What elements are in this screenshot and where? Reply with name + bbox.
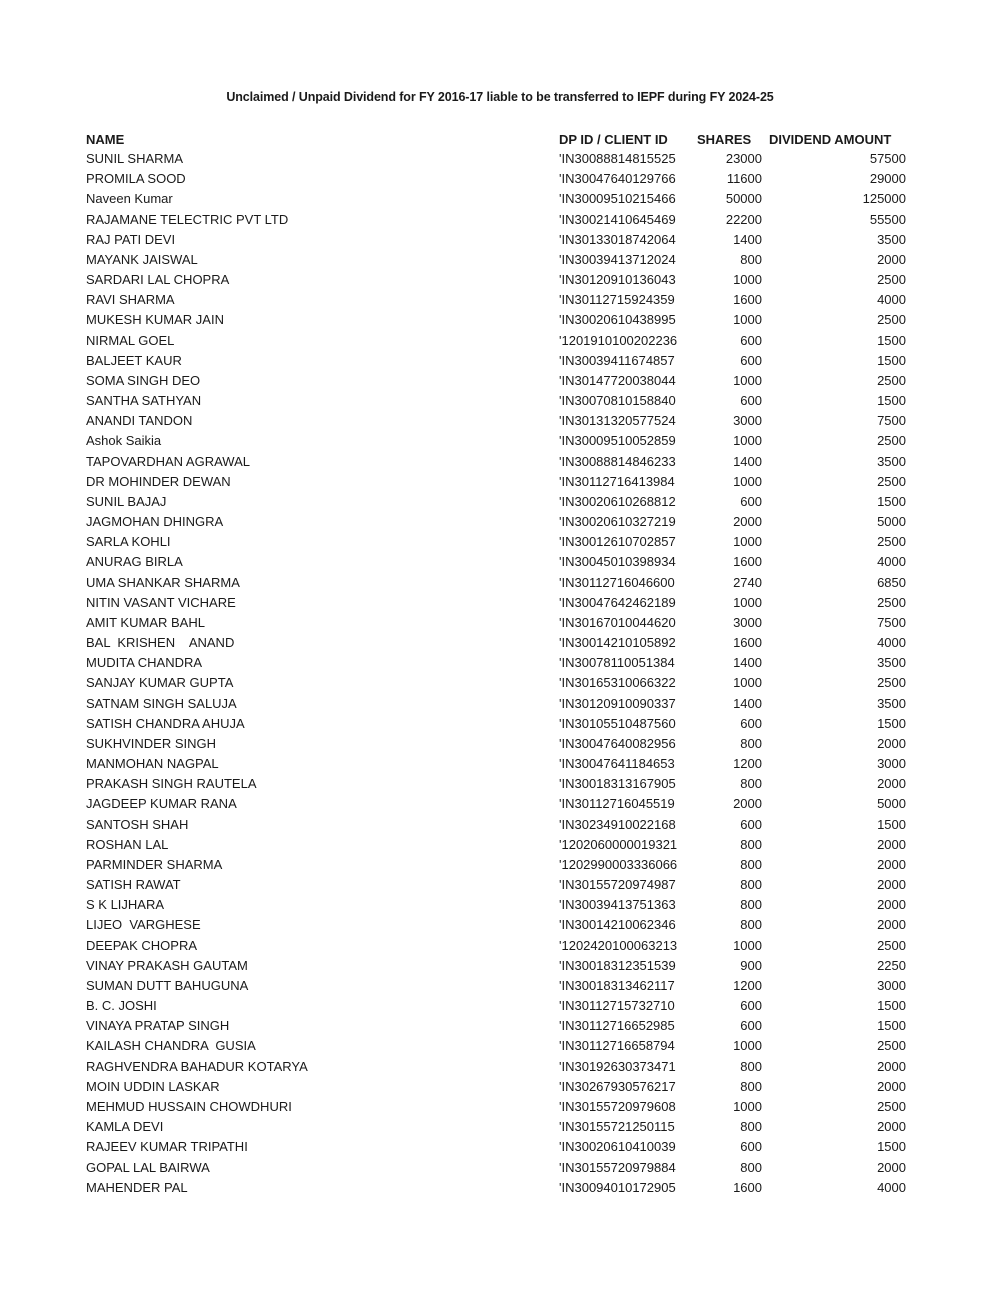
cell-name: RAJ PATI DEVI xyxy=(86,231,176,247)
cell-dividend-amount: 2500 xyxy=(877,272,906,288)
cell-shares: 1000 xyxy=(733,272,762,288)
cell-dp-id: 'IN30088814815525 xyxy=(559,151,676,166)
cell-dividend-amount: 2500 xyxy=(877,473,906,489)
cell-name: Naveen Kumar xyxy=(86,191,173,207)
cell-dividend-amount: 2000 xyxy=(877,735,906,751)
table-row xyxy=(0,331,1000,351)
cell-shares: 23000 xyxy=(725,151,762,166)
cell-name: SOMA SINGH DEO xyxy=(86,372,201,388)
cell-name: UMA SHANKAR SHARMA xyxy=(86,574,240,590)
cell-name: JAGMOHAN DHINGRA xyxy=(86,514,224,530)
cell-dividend-amount: 4000 xyxy=(877,1179,906,1195)
cell-dp-id: '1201910100202236 xyxy=(559,332,678,348)
cell-name: Ashok Saikia xyxy=(86,433,162,449)
cell-shares: 800 xyxy=(740,877,762,893)
cell-dp-id: 'IN30021410645469 xyxy=(559,211,676,227)
cell-dp-id: 'IN30018313167905 xyxy=(559,776,676,792)
cell-name: TAPOVARDHAN AGRAWAL xyxy=(86,453,250,469)
cell-dividend-amount: 4000 xyxy=(877,554,906,570)
table-row xyxy=(0,774,1000,794)
cell-shares: 1400 xyxy=(733,231,762,247)
table-row xyxy=(0,835,1000,855)
table-row xyxy=(0,794,1000,814)
cell-name: B. C. JOSHI xyxy=(86,998,157,1014)
cell-name: SATISH CHANDRA AHUJA xyxy=(86,715,245,731)
cell-dp-id: 'IN30018312351539 xyxy=(559,957,676,973)
cell-dividend-amount: 2000 xyxy=(877,897,906,913)
table-row xyxy=(0,895,1000,915)
page-title: Unclaimed / Unpaid Dividend for FY 2016-17 liable to be transferred to IEPF during FY 2024-25 xyxy=(226,90,774,104)
cell-name: RAGHVENDRA BAHADUR KOTARYA xyxy=(86,1058,308,1074)
cell-name: GOPAL LAL BAIRWA xyxy=(86,1159,210,1175)
table-row xyxy=(0,573,1000,593)
cell-dp-id: 'IN30020610410039 xyxy=(559,1139,676,1155)
cell-dp-id: 'IN30112716658794 xyxy=(559,1038,675,1054)
cell-dp-id: 'IN30155720979608 xyxy=(559,1098,676,1114)
table-row xyxy=(0,673,1000,693)
table-row xyxy=(0,290,1000,310)
cell-shares: 800 xyxy=(740,897,762,913)
cell-shares: 800 xyxy=(740,776,762,792)
cell-dp-id: '1202060000019321 xyxy=(559,836,678,852)
cell-dividend-amount: 5000 xyxy=(877,796,906,812)
cell-dividend-amount: 1500 xyxy=(877,1018,906,1034)
table-row xyxy=(0,411,1000,431)
cell-shares: 800 xyxy=(740,1058,762,1074)
cell-name: NIRMAL GOEL xyxy=(86,332,175,348)
cell-name: KAMLA DEVI xyxy=(86,1119,164,1135)
cell-dp-id: 'IN30018313462117 xyxy=(559,977,675,993)
table-row xyxy=(0,270,1000,290)
cell-dividend-amount: 2500 xyxy=(877,675,906,691)
cell-name: MUDITA CHANDRA xyxy=(86,655,203,671)
cell-dividend-amount: 29000 xyxy=(869,171,906,187)
cell-dividend-amount: 7500 xyxy=(877,413,906,429)
table-row xyxy=(0,512,1000,532)
cell-shares: 800 xyxy=(740,917,762,933)
cell-dp-id: '1202990003336066 xyxy=(559,856,678,872)
cell-shares: 1600 xyxy=(733,554,762,570)
cell-shares: 22200 xyxy=(725,211,762,227)
cell-name: RAJEEV KUMAR TRIPATHI xyxy=(86,1139,248,1155)
cell-shares: 50000 xyxy=(725,191,762,207)
table-row xyxy=(0,1178,1000,1198)
cell-dp-id: 'IN30045010398934 xyxy=(559,554,676,570)
cell-shares: 800 xyxy=(740,1078,762,1094)
cell-name: AMIT KUMAR BAHL xyxy=(86,614,205,630)
cell-shares: 1000 xyxy=(733,372,762,388)
cell-name: VINAY PRAKASH GAUTAM xyxy=(86,957,248,973)
cell-name: ROSHAN LAL xyxy=(86,836,169,852)
cell-dp-id: 'IN30192630373471 xyxy=(559,1058,676,1074)
cell-shares: 600 xyxy=(740,1018,762,1034)
cell-name: S K LIJHARA xyxy=(86,897,165,913)
table-row xyxy=(0,875,1000,895)
table-row xyxy=(0,996,1000,1016)
cell-dividend-amount: 7500 xyxy=(877,614,906,630)
cell-name: SUNIL BAJAJ xyxy=(86,493,167,509)
table-row xyxy=(0,915,1000,935)
cell-shares: 1000 xyxy=(733,312,762,328)
cell-dividend-amount: 1500 xyxy=(877,332,906,348)
cell-dividend-amount: 1500 xyxy=(877,715,906,731)
cell-dp-id: 'IN30112716046600 xyxy=(559,574,675,590)
table-row xyxy=(0,452,1000,472)
cell-name: DEEPAK CHOPRA xyxy=(86,937,198,953)
cell-name: MAHENDER PAL xyxy=(86,1179,188,1195)
cell-shares: 1000 xyxy=(733,1098,762,1114)
cell-dp-id: 'IN30020610438995 xyxy=(559,312,676,328)
cell-dividend-amount: 3500 xyxy=(877,231,906,247)
cell-dp-id: 'IN30234910022168 xyxy=(559,816,676,832)
table-row xyxy=(0,1016,1000,1036)
cell-dp-id: 'IN30009510215466 xyxy=(559,191,676,207)
table-row xyxy=(0,472,1000,492)
cell-dividend-amount: 2500 xyxy=(877,534,906,550)
column-header-dividend-amount: DIVIDEND AMOUNT xyxy=(769,132,892,147)
cell-dividend-amount: 2500 xyxy=(877,937,906,953)
cell-shares: 3000 xyxy=(733,413,762,429)
cell-name: SARDARI LAL CHOPRA xyxy=(86,272,230,288)
cell-dp-id: '1202420100063213 xyxy=(559,937,678,953)
cell-name: RAJAMANE TELECTRIC PVT LTD xyxy=(86,211,289,227)
cell-name: SATISH RAWAT xyxy=(86,877,181,893)
cell-dividend-amount: 2500 xyxy=(877,312,906,328)
cell-shares: 1000 xyxy=(733,1038,762,1054)
table-row xyxy=(0,1158,1000,1178)
cell-shares: 1400 xyxy=(733,695,762,711)
cell-dp-id: 'IN30047642462189 xyxy=(559,594,676,610)
cell-shares: 600 xyxy=(740,393,762,409)
table-row xyxy=(0,1137,1000,1157)
cell-dp-id: 'IN30267930576217 xyxy=(559,1078,676,1094)
cell-dividend-amount: 2000 xyxy=(877,1119,906,1135)
cell-dp-id: 'IN30047641184653 xyxy=(559,756,675,772)
cell-shares: 1400 xyxy=(733,655,762,671)
cell-dp-id: 'IN30047640129766 xyxy=(559,171,676,187)
cell-dividend-amount: 2000 xyxy=(877,776,906,792)
table-row xyxy=(0,492,1000,512)
cell-dividend-amount: 1500 xyxy=(877,352,906,368)
cell-dp-id: 'IN30155720974987 xyxy=(559,877,676,893)
cell-dp-id: 'IN30120910090337 xyxy=(559,695,676,711)
cell-shares: 600 xyxy=(740,332,762,348)
cell-shares: 1000 xyxy=(733,675,762,691)
cell-dp-id: 'IN30167010044620 xyxy=(559,614,676,630)
table-row xyxy=(0,694,1000,714)
cell-dp-id: 'IN30020610268812 xyxy=(559,493,676,509)
table-row xyxy=(0,1036,1000,1056)
table-row xyxy=(0,1057,1000,1077)
table-row xyxy=(0,855,1000,875)
table-row xyxy=(0,189,1000,209)
cell-shares: 800 xyxy=(740,836,762,852)
cell-dp-id: 'IN30105510487560 xyxy=(559,715,676,731)
cell-shares: 1000 xyxy=(733,937,762,953)
cell-dividend-amount: 2000 xyxy=(877,1078,906,1094)
cell-dp-id: 'IN30039411674857 xyxy=(559,352,675,368)
cell-dividend-amount: 3000 xyxy=(877,756,906,772)
cell-dividend-amount: 5000 xyxy=(877,514,906,530)
table-row xyxy=(0,230,1000,250)
cell-dp-id: 'IN30155721250115 xyxy=(559,1119,675,1135)
cell-name: JAGDEEP KUMAR RANA xyxy=(86,796,237,812)
cell-shares: 600 xyxy=(740,816,762,832)
table-row xyxy=(0,1077,1000,1097)
cell-name: BALJEET KAUR xyxy=(86,352,182,368)
cell-shares: 800 xyxy=(740,1159,762,1175)
cell-dividend-amount: 2000 xyxy=(877,917,906,933)
cell-dividend-amount: 1500 xyxy=(877,998,906,1014)
cell-dividend-amount: 1500 xyxy=(877,493,906,509)
cell-dp-id: 'IN30147720038044 xyxy=(559,372,676,388)
cell-dividend-amount: 2000 xyxy=(877,251,906,267)
cell-name: PARMINDER SHARMA xyxy=(86,856,223,872)
cell-name: SARLA KOHLI xyxy=(86,534,171,550)
table-row xyxy=(0,532,1000,552)
cell-dp-id: 'IN30014210062346 xyxy=(559,917,676,933)
table-row xyxy=(0,714,1000,734)
cell-dividend-amount: 2500 xyxy=(877,372,906,388)
cell-name: SUNIL SHARMA xyxy=(86,151,184,166)
cell-shares: 600 xyxy=(740,352,762,368)
cell-shares: 3000 xyxy=(733,614,762,630)
cell-shares: 1600 xyxy=(733,292,762,308)
cell-shares: 1400 xyxy=(733,453,762,469)
cell-dp-id: 'IN30112716652985 xyxy=(559,1018,675,1034)
cell-dividend-amount: 57500 xyxy=(869,151,906,166)
cell-shares: 11600 xyxy=(726,171,762,187)
cell-shares: 1000 xyxy=(733,594,762,610)
cell-shares: 1000 xyxy=(733,534,762,550)
cell-shares: 800 xyxy=(740,856,762,872)
cell-name: RAVI SHARMA xyxy=(86,292,175,308)
cell-dividend-amount: 2250 xyxy=(877,957,906,973)
column-header-dp-id: DP ID / CLIENT ID xyxy=(559,132,668,147)
cell-dp-id: 'IN30012610702857 xyxy=(559,534,676,550)
cell-name: SANJAY KUMAR GUPTA xyxy=(86,675,234,691)
table-header xyxy=(0,130,1000,150)
cell-dividend-amount: 2500 xyxy=(877,433,906,449)
cell-dp-id: 'IN30047640082956 xyxy=(559,735,676,751)
cell-dividend-amount: 125000 xyxy=(862,191,906,207)
cell-name: PROMILA SOOD xyxy=(86,171,186,187)
cell-dividend-amount: 4000 xyxy=(877,635,906,651)
table-row xyxy=(0,976,1000,996)
cell-shares: 800 xyxy=(740,735,762,751)
cell-name: PRAKASH SINGH RAUTELA xyxy=(86,776,257,792)
cell-shares: 1600 xyxy=(733,635,762,651)
table-row xyxy=(0,552,1000,572)
table-row xyxy=(0,169,1000,189)
cell-dividend-amount: 2000 xyxy=(877,1159,906,1175)
cell-shares: 1200 xyxy=(733,756,762,772)
cell-shares: 1200 xyxy=(733,977,762,993)
cell-dp-id: 'IN30112715732710 xyxy=(559,998,675,1014)
column-header-name: NAME xyxy=(86,132,125,147)
table-row xyxy=(0,1117,1000,1137)
cell-shares: 600 xyxy=(740,493,762,509)
cell-dividend-amount: 2500 xyxy=(877,1038,906,1054)
cell-name: VINAYA PRATAP SINGH xyxy=(86,1018,230,1034)
cell-dividend-amount: 3000 xyxy=(877,977,906,993)
cell-shares: 600 xyxy=(740,998,762,1014)
column-header-shares: SHARES xyxy=(697,132,752,147)
cell-name: MOIN UDDIN LASKAR xyxy=(86,1078,220,1094)
cell-dividend-amount: 4000 xyxy=(877,292,906,308)
cell-dp-id: 'IN30165310066322 xyxy=(559,675,676,691)
cell-shares: 1000 xyxy=(733,433,762,449)
cell-dp-id: 'IN30133018742064 xyxy=(559,231,676,247)
table-row xyxy=(0,149,1000,169)
table-row xyxy=(0,351,1000,371)
cell-dp-id: 'IN30131320577524 xyxy=(559,413,676,429)
cell-name: ANURAG BIRLA xyxy=(86,554,183,570)
cell-name: SANTHA SATHYAN xyxy=(86,393,202,409)
cell-shares: 1000 xyxy=(733,473,762,489)
table-row xyxy=(0,633,1000,653)
table-row xyxy=(0,734,1000,754)
cell-dp-id: 'IN30039413751363 xyxy=(559,897,676,913)
table-row xyxy=(0,754,1000,774)
table-row xyxy=(0,210,1000,230)
cell-dp-id: 'IN30020610327219 xyxy=(559,514,676,530)
cell-name: SANTOSH SHAH xyxy=(86,816,189,832)
cell-shares: 2000 xyxy=(733,514,762,530)
cell-name: MAYANK JAISWAL xyxy=(86,251,198,267)
cell-dp-id: 'IN30094010172905 xyxy=(559,1179,676,1195)
cell-dividend-amount: 2000 xyxy=(877,836,906,852)
table-row xyxy=(0,250,1000,270)
cell-dividend-amount: 3500 xyxy=(877,453,906,469)
cell-shares: 800 xyxy=(740,1119,762,1135)
cell-dp-id: 'IN30112716413984 xyxy=(559,473,675,489)
cell-dp-id: 'IN30039413712024 xyxy=(559,251,676,267)
cell-shares: 1600 xyxy=(733,1179,762,1195)
table-row xyxy=(0,431,1000,451)
table-row xyxy=(0,371,1000,391)
cell-dp-id: 'IN30078110051384 xyxy=(559,655,675,671)
cell-shares: 900 xyxy=(740,957,762,973)
cell-dp-id: 'IN30155720979884 xyxy=(559,1159,676,1175)
cell-dividend-amount: 2000 xyxy=(877,1058,906,1074)
cell-name: SATNAM SINGH SALUJA xyxy=(86,695,237,711)
cell-dividend-amount: 6850 xyxy=(877,574,906,590)
cell-dp-id: 'IN30112715924359 xyxy=(559,292,675,308)
cell-dp-id: 'IN30120910136043 xyxy=(559,272,676,288)
cell-dividend-amount: 3500 xyxy=(877,655,906,671)
cell-name: MEHMUD HUSSAIN CHOWDHURI xyxy=(86,1098,292,1114)
cell-shares: 2740 xyxy=(733,574,762,590)
cell-dividend-amount: 2500 xyxy=(877,594,906,610)
cell-shares: 2000 xyxy=(733,796,762,812)
cell-dividend-amount: 1500 xyxy=(877,816,906,832)
table-row xyxy=(0,936,1000,956)
cell-name: MANMOHAN NAGPAL xyxy=(86,756,219,772)
cell-name: SUKHVINDER SINGH xyxy=(86,735,217,751)
table-row xyxy=(0,815,1000,835)
cell-name: MUKESH KUMAR JAIN xyxy=(86,312,224,328)
cell-dp-id: 'IN30009510052859 xyxy=(559,433,676,449)
table-row xyxy=(0,310,1000,330)
cell-name: DR MOHINDER DEWAN xyxy=(86,473,231,489)
table-row xyxy=(0,593,1000,613)
cell-dividend-amount: 55500 xyxy=(869,211,906,227)
table-row xyxy=(0,956,1000,976)
cell-name: NITIN VASANT VICHARE xyxy=(86,594,236,610)
cell-dividend-amount: 3500 xyxy=(877,695,906,711)
cell-shares: 600 xyxy=(740,1139,762,1155)
table-row xyxy=(0,391,1000,411)
cell-name: LIJEO VARGHESE xyxy=(86,917,201,933)
cell-name: ANANDI TANDON xyxy=(86,413,193,429)
cell-dividend-amount: 2000 xyxy=(877,856,906,872)
table-row xyxy=(0,613,1000,633)
cell-dp-id: 'IN30070810158840 xyxy=(559,393,676,409)
cell-dividend-amount: 2000 xyxy=(877,877,906,893)
table-row xyxy=(0,653,1000,673)
cell-shares: 600 xyxy=(740,715,762,731)
cell-dp-id: 'IN30112716045519 xyxy=(559,796,675,812)
cell-dividend-amount: 1500 xyxy=(877,393,906,409)
cell-dp-id: 'IN30014210105892 xyxy=(559,635,676,651)
cell-name: SUMAN DUTT BAHUGUNA xyxy=(86,977,249,993)
cell-dp-id: 'IN30088814846233 xyxy=(559,453,676,469)
cell-name: BAL KRISHEN ANAND xyxy=(86,635,235,651)
cell-dividend-amount: 1500 xyxy=(877,1139,906,1155)
cell-name: KAILASH CHANDRA GUSIA xyxy=(86,1038,256,1054)
table-row xyxy=(0,1097,1000,1117)
cell-dividend-amount: 2500 xyxy=(877,1098,906,1114)
cell-shares: 800 xyxy=(740,251,762,267)
